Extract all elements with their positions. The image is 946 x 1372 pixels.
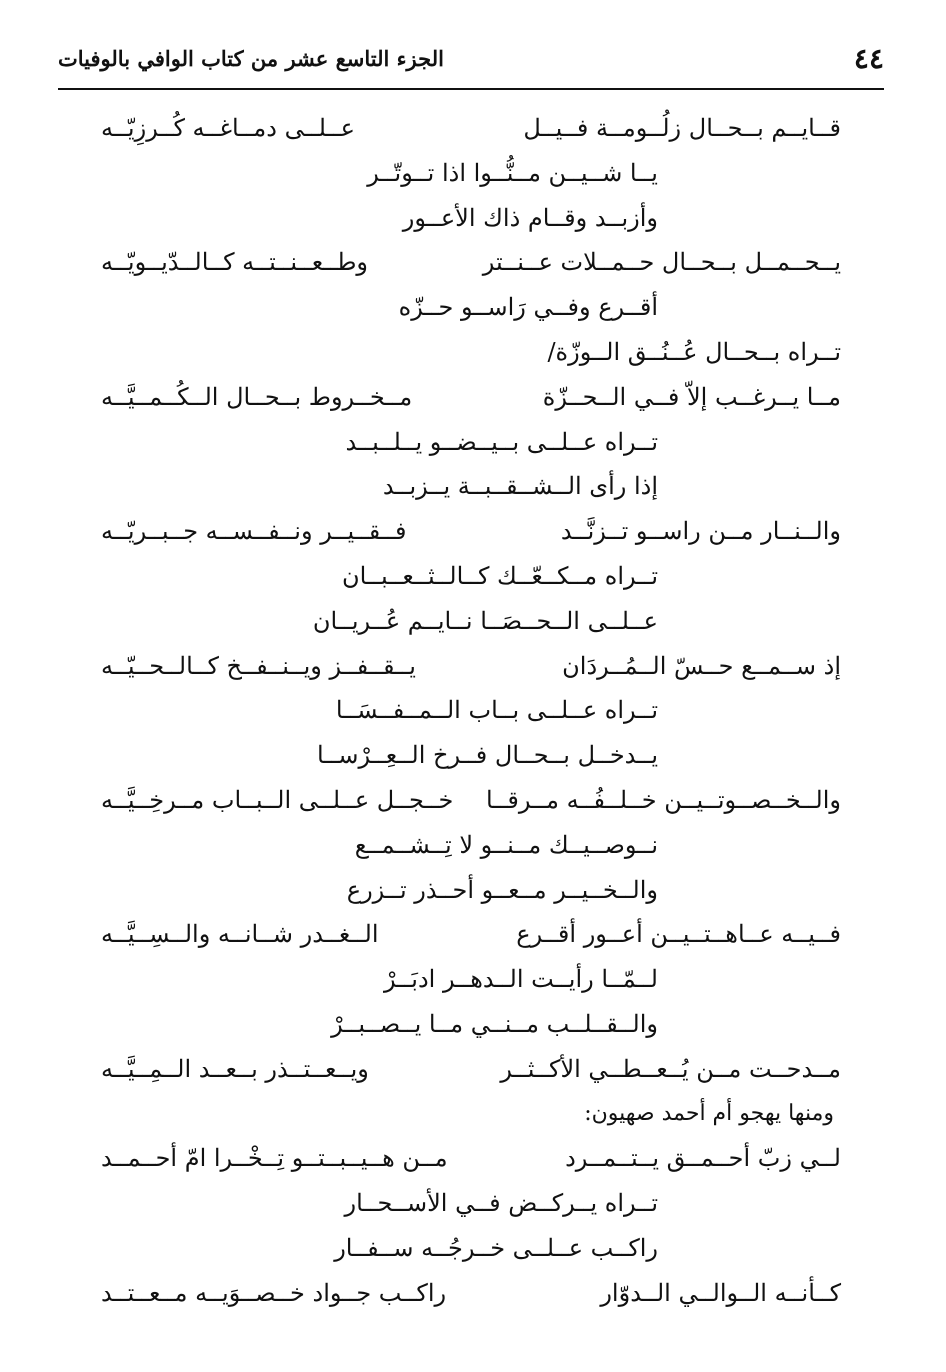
verse-line [101,782,841,818]
indented-verse-line [278,155,658,191]
hemistich-second: مــن هــيــبــتــو تِــخْــرا امّ أحــمــد [101,1144,448,1173]
verse-line [101,1140,841,1176]
verse-line [101,648,841,684]
hemistich-first: يــحــمــل بــحــال حــمــلات عــنــتر [482,248,841,277]
hemistich-second: الــغــدر شــانــه والــسِــيَّــه [101,920,379,949]
hemistich-second: راكــب جــواد خــصــوَيــه مــعــتــد [101,1278,447,1307]
hemistich-first: قــايــم بــحــال زلُــومــة فــيــل [523,114,841,142]
verse-line [101,110,841,146]
hemistich-second: ويــعــتــذر بــعــد الــمِــيَّــه [101,1054,369,1083]
indented-verse-line [278,1185,658,1221]
hemistich-second: عــلــى دمــاغــه كُــرزِيّــه [101,114,355,142]
page-header [58,40,884,80]
line-text: تــراه بــحــال عُــنُــق الــوزّة/ [547,338,841,366]
page-number: ٤٤ [853,42,884,75]
verse-line [101,1275,841,1311]
verse-line [101,1051,841,1087]
verse-line [101,513,841,549]
indented-verse-line [101,334,841,370]
line-text: ومنها يهجو أم أحمد صهيون: [584,1100,834,1126]
section-subheading [94,1096,834,1132]
hemistich-second: فــقــيــر ونــفــســه جــبــريّــه [101,517,407,546]
hemistich-first: إذ ســمــع حــسّ الــمُــردَان [562,651,841,680]
hemistich-first: والــخــصــوتــيــن خــلــفُــه مــرقــا [485,786,841,814]
line-text: والــقــلــب مــنــي مــا يــصــبــرْ [331,1010,658,1038]
line-text: لــمّــا رأيــت الــدهــر ادبَــرْ [383,965,658,994]
line-text: تــراه عــلــى بــيــضــو يــلــبــد [345,427,658,456]
hemistich-first: مــا يــرغــب إلاّ فــي الــحــزّة [542,382,841,411]
indented-verse-line [278,558,658,594]
line-text: راكــب عــلــى خــرجُــه ســفــار [334,1234,658,1262]
line-text: والــخــيــر مــعــو أحــذر تــزرع [346,875,658,904]
line-text: أقــرع وفــي رَاســو حــزّه [398,293,658,322]
line-text: تــراه يــركــض فــي الأســحــار [344,1189,658,1218]
hemistich-first: لــي زبّ أحــمــق يــتــمــرد [565,1144,841,1173]
line-text: تــراه عــلــى بــاب الــمــفــسَــا [335,696,658,725]
indented-verse-line [278,200,658,236]
line-text: نــوصــيــك مــنــو لا تِــشــمــع [354,830,658,859]
verse-line [101,244,841,280]
running-title: الجزء التاسع عشر من كتاب الوافي بالوفيات [58,46,444,71]
line-text: يــدخــل بــحــال فــرخ الــعِــرْســا [316,741,658,770]
hemistich-first: والــنــار مــن راســو تــزنَّــد [560,517,841,546]
hemistich-first: فــيــه عــاهــتــيــن أعــور أقــرع [516,920,841,949]
indented-verse-line [278,961,658,997]
line-text: عــلــى الــحــصَــا نــايــم عُــريــان [312,606,658,635]
line-text: وأزبــد وقــام ذاك الأعــور [402,203,658,232]
indented-verse-line [278,1006,658,1042]
hemistich-second: مــخــروط بــحــال الــكُــمــيَّــه [101,382,413,411]
indented-verse-line [278,827,658,863]
verse-line [101,379,841,415]
indented-verse-line [278,1230,658,1266]
hemistich-first: مــدحــت مــن يُــعــطــي الأكــثــر [500,1054,841,1083]
hemistich-second: خــجــل عــلــى الــبــاب مــرخِــيَّــه [101,786,454,814]
verse-line [101,916,841,952]
hemistich-first: كــأنــه الــوالــي الــدوّار [600,1278,841,1307]
indented-verse-line [278,692,658,728]
indented-verse-line [278,424,658,460]
indented-verse-line [278,872,658,908]
indented-verse-line [278,737,658,773]
line-text: تــراه مــكــعّــك كــالــثــعــبــان [342,562,658,590]
hemistich-second: يــقــفــز ويــنــفــخ كــالــحــيّــه [101,651,416,680]
line-text: يــا شــيــن مــنُّــوا اذا تــوتّــر [367,158,658,187]
indented-verse-line [278,468,658,504]
hemistich-second: وطــعــنــتــه كــالــدّيــويّــه [101,248,369,277]
indented-verse-line [278,603,658,639]
header-rule [58,88,884,90]
indented-verse-line [278,289,658,325]
line-text: إذا رأى الــشــقــبــة يــزبــد [382,472,658,501]
